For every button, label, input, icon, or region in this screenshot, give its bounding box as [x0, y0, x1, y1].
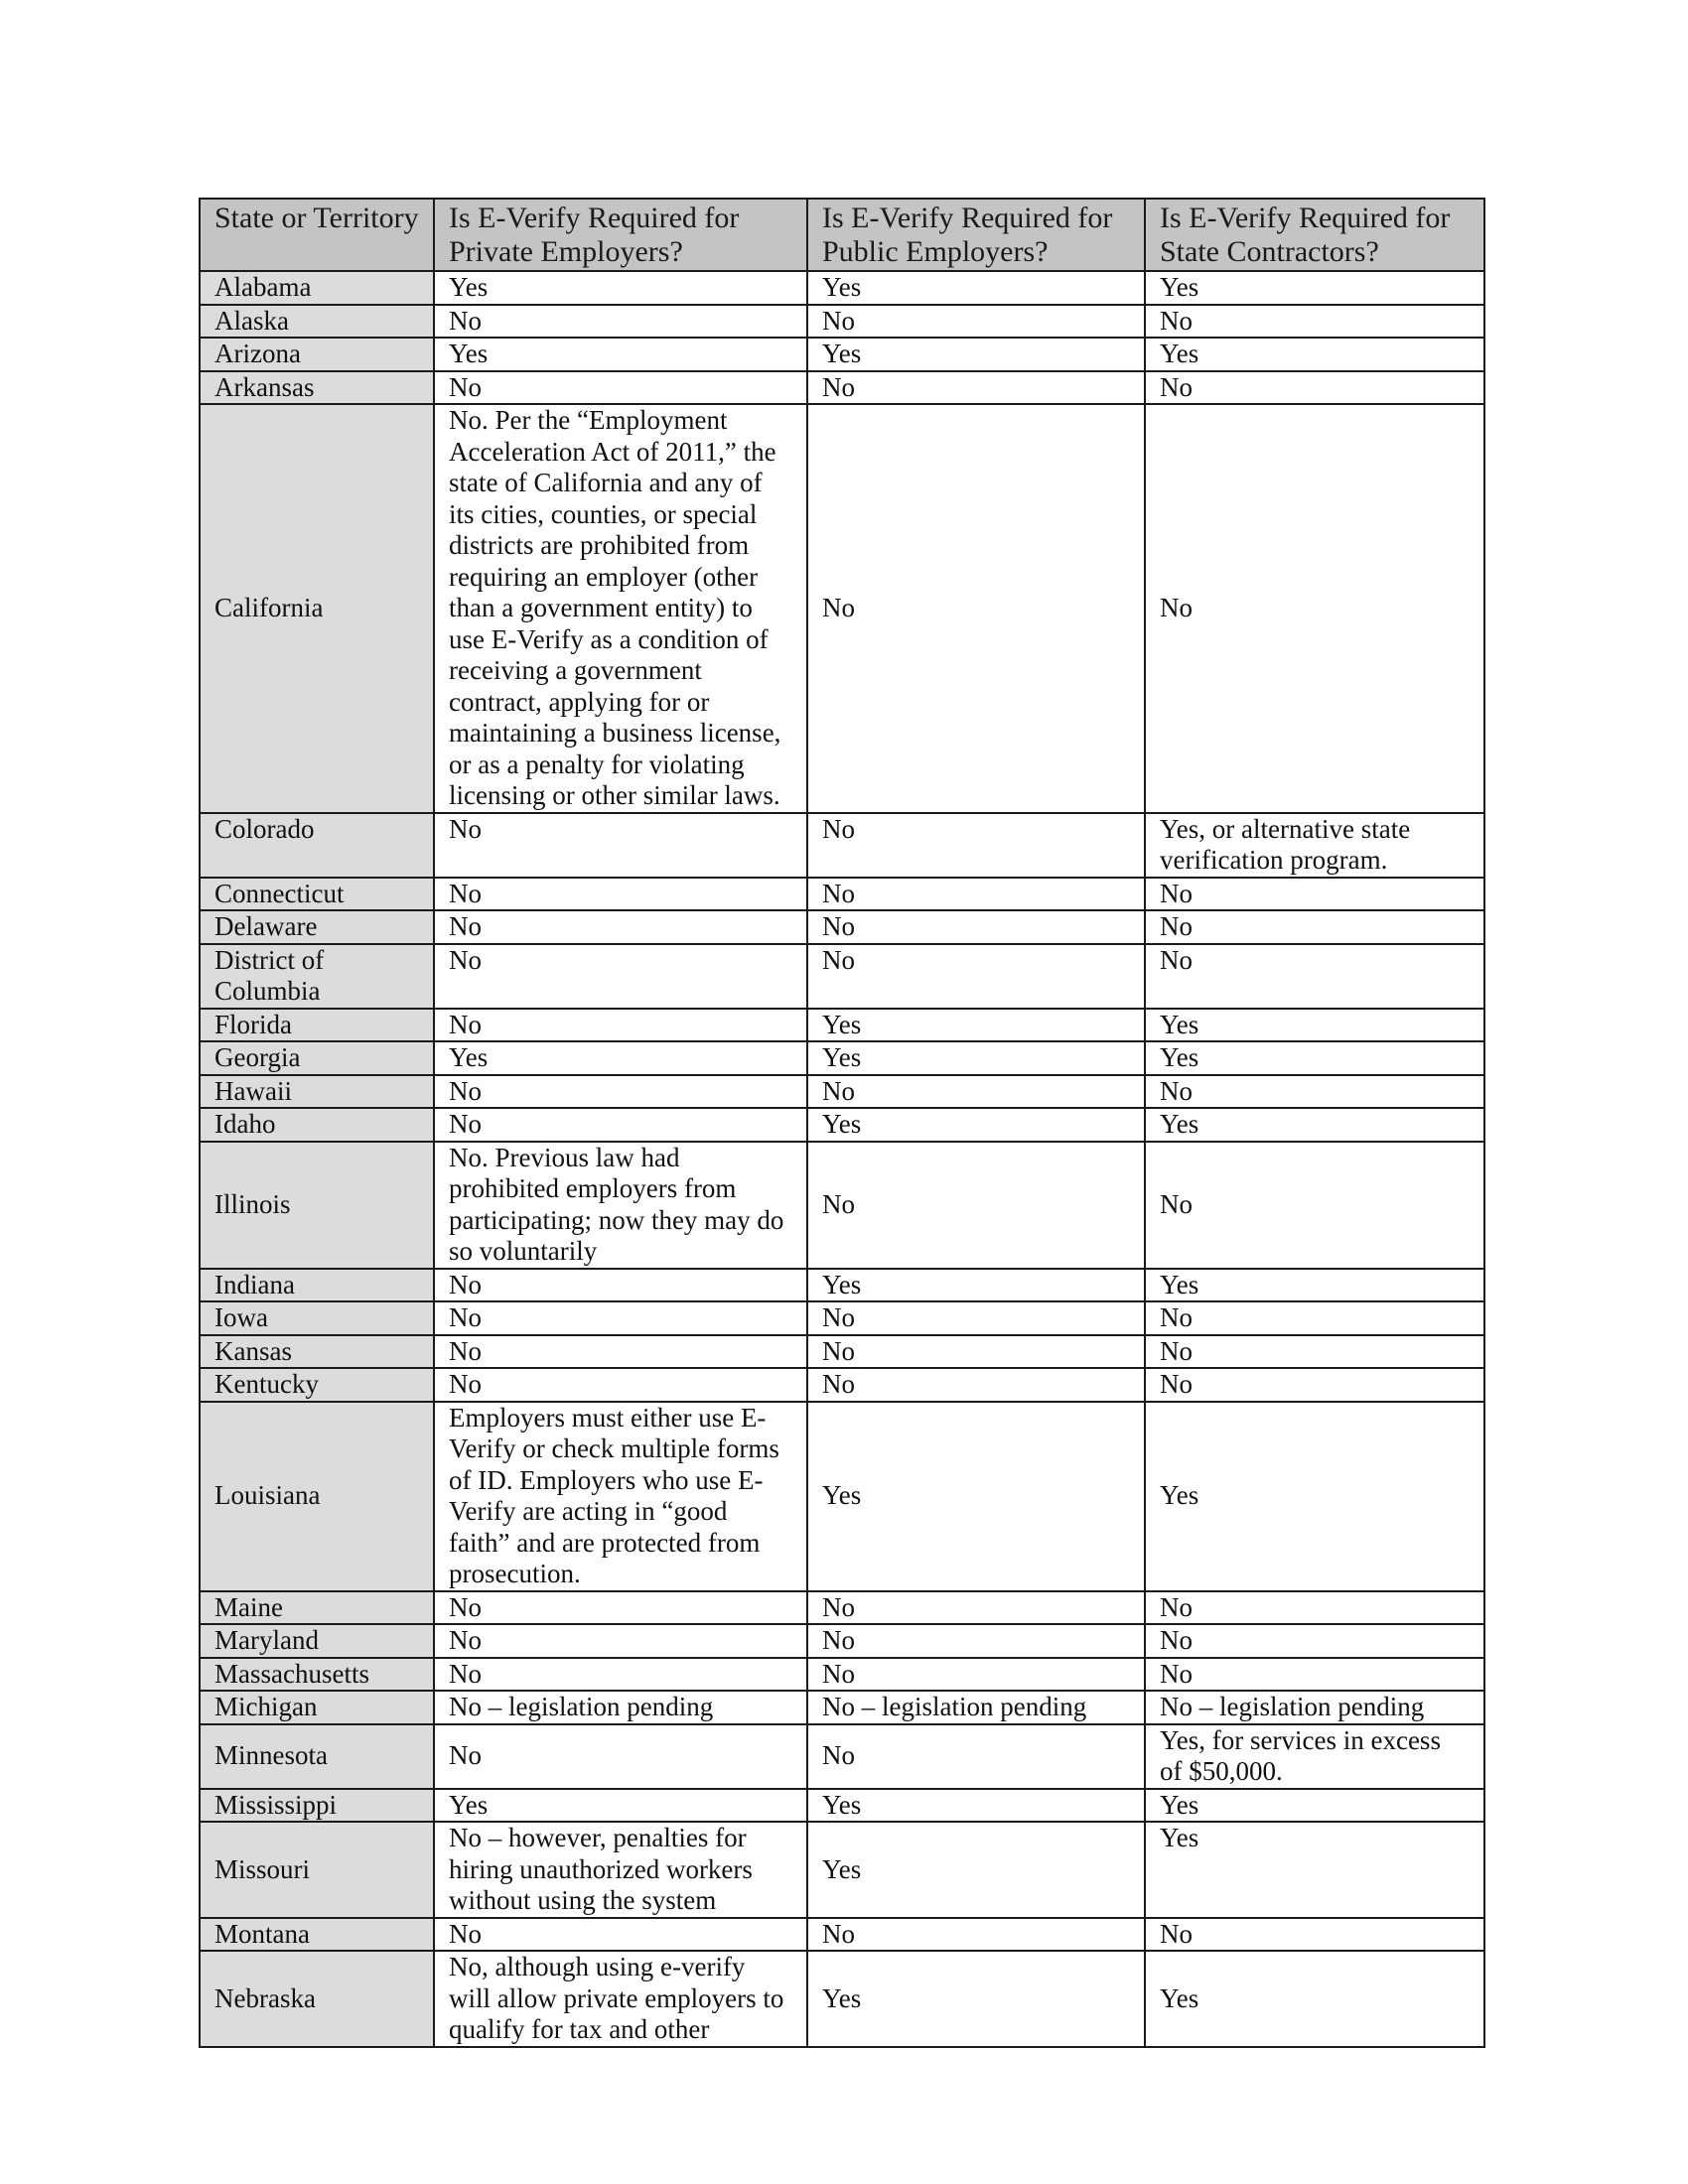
contractors-cell: No [1145, 1624, 1484, 1658]
state-cell: Kansas [200, 1335, 434, 1369]
state-cell: Maryland [200, 1624, 434, 1658]
state-cell: Massachusetts [200, 1658, 434, 1692]
public-cell: Yes [807, 1822, 1145, 1918]
public-cell: No [807, 813, 1145, 878]
private-cell: No [434, 944, 807, 1009]
public-cell: No [807, 1591, 1145, 1625]
private-cell: No [434, 305, 807, 339]
contractors-cell: Yes [1145, 271, 1484, 305]
private-cell: No [434, 878, 807, 911]
everify-requirements-table [199, 198, 1485, 2048]
state-cell: Iowa [200, 1301, 434, 1335]
table-row [200, 1041, 1484, 1075]
table-row [200, 305, 1484, 339]
state-cell: Arkansas [200, 371, 434, 405]
public-cell: No [807, 1368, 1145, 1402]
table-row [200, 371, 1484, 405]
contractors-cell: Yes [1145, 1951, 1484, 2047]
state-cell: Illinois [200, 1142, 434, 1269]
table-row [200, 1822, 1484, 1918]
public-cell: No [807, 1142, 1145, 1269]
private-cell: No [434, 1918, 807, 1952]
public-cell: No [807, 305, 1145, 339]
contractors-cell: Yes, for services in excess of $50,000. [1145, 1724, 1484, 1789]
state-cell: Florida [200, 1009, 434, 1042]
private-cell: Yes [434, 1041, 807, 1075]
public-cell: No [807, 944, 1145, 1009]
public-cell: Yes [807, 1108, 1145, 1142]
table-row [200, 1691, 1484, 1724]
table-row [200, 1075, 1484, 1109]
private-cell: No. Per the “Employment Acceleration Act of 2011,” the state of California and any of its cities, counties, or special districts are prohibited from requiring an employer (other than a government entity) to use E-Verify as a condition of receiving a government contract, applying for or maintaining a business license, or as a penalty for violating licensing or other similar laws. [434, 404, 807, 813]
private-cell: No [434, 1724, 807, 1789]
public-cell: Yes [807, 1789, 1145, 1823]
state-cell: Montana [200, 1918, 434, 1952]
contractors-cell: No [1145, 371, 1484, 405]
state-cell: Louisiana [200, 1402, 434, 1591]
private-cell: No [434, 371, 807, 405]
private-cell: No [434, 1301, 807, 1335]
private-cell: Yes [434, 1789, 807, 1823]
state-cell: Delaware [200, 910, 434, 944]
contractors-cell: No [1145, 878, 1484, 911]
contractors-cell: No [1145, 1142, 1484, 1269]
contractors-cell: No [1145, 404, 1484, 813]
private-cell: No [434, 1368, 807, 1402]
contractors-cell: No [1145, 1658, 1484, 1692]
table-row [200, 1108, 1484, 1142]
private-cell: No [434, 1658, 807, 1692]
private-cell: No. Previous law had prohibited employers from participating; now they may do so voluntarily [434, 1142, 807, 1269]
public-cell: No [807, 910, 1145, 944]
public-cell: Yes [807, 271, 1145, 305]
public-cell: Yes [807, 338, 1145, 371]
private-cell: No [434, 910, 807, 944]
header-state: State or Territory [200, 199, 434, 271]
contractors-cell: No [1145, 1075, 1484, 1109]
public-cell: Yes [807, 1041, 1145, 1075]
contractors-cell: No [1145, 1335, 1484, 1369]
table-row [200, 1301, 1484, 1335]
contractors-cell: Yes [1145, 1269, 1484, 1302]
state-cell: Alabama [200, 271, 434, 305]
public-cell: No [807, 1918, 1145, 1952]
table-body [200, 271, 1484, 2047]
contractors-cell: Yes [1145, 1009, 1484, 1042]
contractors-cell: Yes [1145, 1789, 1484, 1823]
state-cell: Hawaii [200, 1075, 434, 1109]
table-row [200, 944, 1484, 1009]
table-row [200, 271, 1484, 305]
public-cell: Yes [807, 1009, 1145, 1042]
state-cell: Missouri [200, 1822, 434, 1918]
contractors-cell: Yes [1145, 1041, 1484, 1075]
private-cell: No [434, 1075, 807, 1109]
private-cell: No [434, 1269, 807, 1302]
table-row [200, 1724, 1484, 1789]
table-row [200, 338, 1484, 371]
table-row [200, 1402, 1484, 1591]
private-cell: No [434, 1009, 807, 1042]
table-row [200, 1951, 1484, 2047]
state-cell: Maine [200, 1591, 434, 1625]
public-cell: No [807, 1335, 1145, 1369]
state-cell: District of Columbia [200, 944, 434, 1009]
public-cell: No [807, 878, 1145, 911]
private-cell: No [434, 1335, 807, 1369]
contractors-cell: Yes [1145, 1822, 1484, 1918]
table-row [200, 1658, 1484, 1692]
contractors-cell: No – legislation pending [1145, 1691, 1484, 1724]
public-cell: No [807, 1658, 1145, 1692]
public-cell: Yes [807, 1269, 1145, 1302]
state-cell: Arizona [200, 338, 434, 371]
contractors-cell: Yes, or alternative state verification program. [1145, 813, 1484, 878]
private-cell: No – however, penalties for hiring unauthorized workers without using the system [434, 1822, 807, 1918]
header-private-employers: Is E-Verify Required for Private Employers? [434, 199, 807, 271]
contractors-cell: No [1145, 1301, 1484, 1335]
table-row [200, 1789, 1484, 1823]
table-row [200, 1142, 1484, 1269]
private-cell: No [434, 1591, 807, 1625]
public-cell: No [807, 1724, 1145, 1789]
contractors-cell: No [1145, 944, 1484, 1009]
state-cell: Indiana [200, 1269, 434, 1302]
table-row [200, 878, 1484, 911]
state-cell: Michigan [200, 1691, 434, 1724]
public-cell: No [807, 1301, 1145, 1335]
table-row [200, 1269, 1484, 1302]
contractors-cell: Yes [1145, 1108, 1484, 1142]
header-state-contractors: Is E-Verify Required for State Contractors? [1145, 199, 1484, 271]
public-cell: No [807, 1075, 1145, 1109]
private-cell: No – legislation pending [434, 1691, 807, 1724]
table-row [200, 1335, 1484, 1369]
state-cell: California [200, 404, 434, 813]
table-header-row [200, 199, 1484, 271]
state-cell: Minnesota [200, 1724, 434, 1789]
private-cell: Yes [434, 271, 807, 305]
state-cell: Colorado [200, 813, 434, 878]
public-cell: No [807, 371, 1145, 405]
state-cell: Connecticut [200, 878, 434, 911]
public-cell: Yes [807, 1402, 1145, 1591]
private-cell: No [434, 1108, 807, 1142]
contractors-cell: Yes [1145, 338, 1484, 371]
contractors-cell: No [1145, 910, 1484, 944]
table-row [200, 1368, 1484, 1402]
table-row [200, 813, 1484, 878]
state-cell: Kentucky [200, 1368, 434, 1402]
table-row [200, 1918, 1484, 1952]
public-cell: Yes [807, 1951, 1145, 2047]
state-cell: Nebraska [200, 1951, 434, 2047]
public-cell: No [807, 404, 1145, 813]
private-cell: Yes [434, 338, 807, 371]
state-cell: Mississippi [200, 1789, 434, 1823]
state-cell: Alaska [200, 305, 434, 339]
table-row [200, 1009, 1484, 1042]
contractors-cell: No [1145, 1918, 1484, 1952]
state-cell: Georgia [200, 1041, 434, 1075]
table-row [200, 1591, 1484, 1625]
public-cell: No – legislation pending [807, 1691, 1145, 1724]
header-public-employers: Is E-Verify Required for Public Employers? [807, 199, 1145, 271]
contractors-cell: No [1145, 1591, 1484, 1625]
state-cell: Idaho [200, 1108, 434, 1142]
private-cell: No [434, 813, 807, 878]
contractors-cell: No [1145, 305, 1484, 339]
table-row [200, 910, 1484, 944]
contractors-cell: Yes [1145, 1402, 1484, 1591]
public-cell: No [807, 1624, 1145, 1658]
contractors-cell: No [1145, 1368, 1484, 1402]
private-cell: No [434, 1624, 807, 1658]
private-cell: Employers must either use E-Verify or check multiple forms of ID. Employers who use E-Verify are acting in “good faith” and are protected from prosecution. [434, 1402, 807, 1591]
table-row [200, 1624, 1484, 1658]
table-row [200, 404, 1484, 813]
private-cell: No, although using e-verify will allow private employers to qualify for tax and other [434, 1951, 807, 2047]
